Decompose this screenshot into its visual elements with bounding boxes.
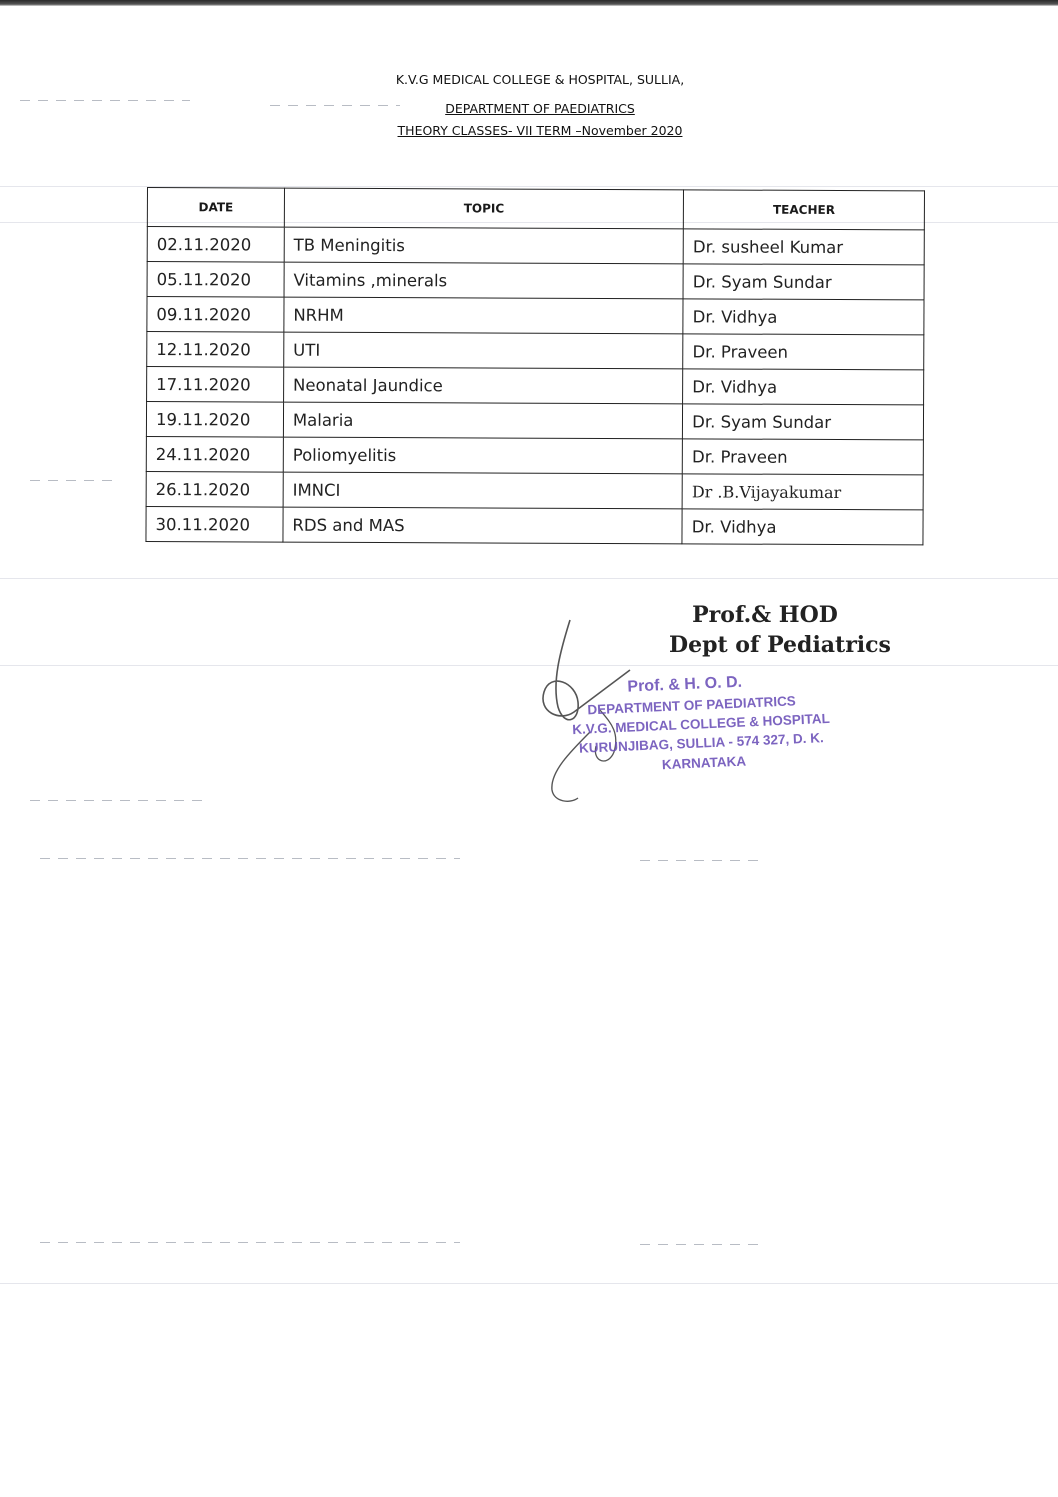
cell-topic: Poliomyelitis: [283, 437, 682, 474]
stamp-line: DEPARTMENT OF PAEDIATRICS: [587, 693, 797, 718]
cell-date: 12.11.2020: [147, 332, 284, 368]
scan-artifact-dash: [30, 480, 120, 481]
scan-artifact-line: [0, 665, 1058, 666]
scan-artifact-dash: [20, 100, 190, 101]
cell-teacher: Dr. susheel Kumar: [683, 229, 924, 265]
table-row: [147, 227, 924, 265]
cell-teacher: Dr. Syam Sundar: [683, 404, 924, 440]
scan-artifact-dash: [40, 1242, 460, 1243]
scan-artifact-dash: [40, 858, 460, 859]
institution-name: K.V.G MEDICAL COLLEGE & HOSPITAL, SULLIA,: [395, 72, 685, 87]
cell-date: 19.11.2020: [146, 402, 283, 438]
cell-teacher: Dr .B.Vijayakumar: [682, 474, 923, 510]
cell-teacher: Dr. Vidhya: [683, 299, 924, 335]
cell-date: 17.11.2020: [147, 367, 284, 403]
cell-topic: RDS and MAS: [283, 507, 682, 544]
table-row: [146, 402, 923, 440]
term-subtitle: THEORY CLASSES- VII TERM –November 2020: [397, 123, 683, 138]
table-row: [147, 297, 924, 335]
column-header-topic: TOPIC: [284, 188, 683, 229]
table-row: [147, 367, 924, 405]
cell-topic: Vitamins ,minerals: [284, 262, 683, 299]
department-title: [230, 101, 850, 116]
cell-teacher: Dr. Praveen: [683, 334, 924, 370]
table-row: [147, 262, 924, 300]
stamp-line: KURUNJIBAG, SULLIA - 574 327, D. K.: [578, 730, 825, 756]
column-header-teacher: TEACHER: [684, 190, 925, 230]
cell-teacher: Dr. Praveen: [682, 439, 923, 475]
institution-title: [230, 72, 850, 87]
cell-topic: UTI: [284, 332, 683, 369]
scan-artifact-dash: [640, 860, 760, 861]
stamp-line: K.V.G. MEDICAL COLLEGE & HOSPITAL: [571, 710, 831, 738]
stamp-line: KARNATAKA: [661, 753, 747, 773]
table-row: [146, 471, 923, 509]
cell-topic: NRHM: [284, 297, 683, 334]
cell-topic: IMNCI: [283, 472, 682, 509]
table-header-row: [147, 188, 924, 230]
table-row: [147, 332, 924, 370]
cell-date: 26.11.2020: [146, 471, 283, 507]
department-name: DEPARTMENT OF PAEDIATRICS: [445, 101, 635, 116]
scan-artifact-line: [0, 578, 1058, 579]
department-stamp: [550, 673, 870, 790]
cell-teacher: Dr. Vidhya: [682, 509, 923, 545]
cell-date: 30.11.2020: [146, 506, 283, 542]
cell-date: 02.11.2020: [147, 227, 284, 263]
column-header-date: DATE: [147, 188, 284, 228]
signatory-title: Prof.& HOD: [692, 602, 838, 628]
schedule-table: [145, 187, 925, 545]
cell-date: 05.11.2020: [147, 262, 284, 298]
table-row: [146, 506, 923, 544]
scan-artifact-line: [0, 1283, 1058, 1284]
schedule-subtitle: [230, 123, 850, 138]
stamp-line: Prof. & H. O. D.: [627, 673, 743, 696]
signatory-department: Dept of Pediatrics: [669, 632, 891, 658]
cell-teacher: Dr. Syam Sundar: [683, 264, 924, 300]
cell-topic: TB Meningitis: [284, 227, 683, 264]
scan-artifact-dash: [640, 1244, 760, 1245]
cell-teacher: Dr. Vidhya: [683, 369, 924, 405]
table-row: [146, 436, 923, 474]
scan-artifact-dash: [30, 800, 210, 801]
cell-date: 24.11.2020: [146, 436, 283, 472]
cell-topic: Malaria: [283, 402, 682, 439]
cell-date: 09.11.2020: [147, 297, 284, 333]
cell-topic: Neonatal Jaundice: [283, 367, 682, 404]
scan-top-edge: [0, 0, 1058, 6]
